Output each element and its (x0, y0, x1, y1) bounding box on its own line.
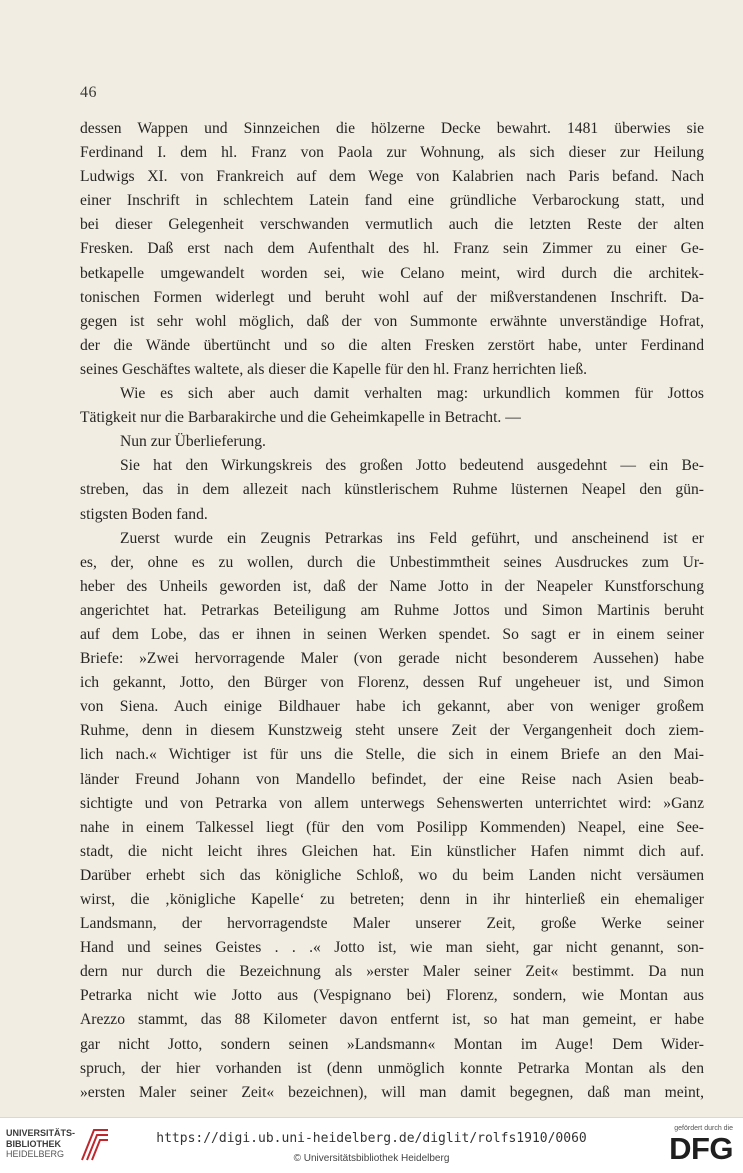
text-line: spruch, der hier vorhanden ist (denn unmöglich konnte Petrarka Montan als den (80, 1059, 704, 1077)
text-line: dern nur durch die Bezeichnung als »erster Maler seiner Zeit« bestimmt. Da nun (80, 963, 704, 981)
text-line: sichtigte und von Petrarka von allem unterwegs Sehenswerten unterrichtet wird: »Ganz (80, 794, 704, 812)
permalink-url[interactable]: https://digi.ub.uni-heidelberg.de/diglit/rolfs1910/0060 (156, 1131, 587, 1146)
text-line: der die Wände übertüncht und so die alten Fresken zerstört habe, unter Ferdinand (80, 336, 704, 354)
text-line: wirst, die ‚königliche Kapelle‘ zu betreten; denn in ihr hinterließ ein ehemaliger (80, 891, 704, 908)
text-line: gar nicht Jotto, sondern seinen »Landsmann« Montan im Auge! Dem Wider- (80, 1035, 704, 1053)
text-line: es, der, ohne es zu wollen, durch die Unbestimmtheit seines Ausdruckes zum Ur- (80, 553, 704, 571)
text-line: einer Inschrift in schlechtem Latein fand eine gründliche Verbarockung statt, und (80, 192, 704, 210)
viewer-footer (0, 1117, 743, 1173)
text-line: stadt, die nicht leicht ihres Gleichen hat. Ein künstlicher Hafen nimmt dich auf. (80, 842, 704, 860)
page-number: 46 (80, 84, 97, 101)
text-line: Hand und seines Geistes . . .« Jotto ist, wie man sieht, gar nicht genannt, son- (80, 939, 704, 957)
text-line: ich gekannt, Jotto, den Bürger von Florenz, dessen Ruf ungeheuer ist, und Simon (80, 674, 704, 692)
text-line: Nun zur Überlieferung. (120, 433, 266, 451)
text-line: stigsten Boden fand. (80, 505, 208, 523)
text-line: gegen ist sehr wohl möglich, daß der von Summonte erwähnte unverständige Hofrat, (80, 312, 704, 330)
text-line: Zuerst wurde ein Zeugnis Petrarkas ins Feld geführt, und anscheinend ist er (120, 529, 704, 547)
text-line: lich nach.« Wichtiger ist für uns die Stelle, die sich in einem Briefe an den Mai- (80, 746, 704, 764)
text-line: tonischen Formen widerlegt und beruht wohl auf der mißverstandenen Inschrift. Da- (80, 288, 704, 306)
text-line: Ruhme, denn in diesem Kunstzweig steht unsere Zeit der Vergangenheit doch ziem- (80, 722, 704, 740)
text-line: Ludwigs XI. von Frankreich auf dem Wege von Kalabrien nach Paris befand. Nach (80, 168, 704, 186)
text-line: bei dieser Gelegenheit verschwanden vermutlich auch die letzten Reste der alten (80, 216, 704, 234)
text-line: dessen Wappen und Sinnzeichen die hölzerne Decke bewahrt. 1481 überwies sie (80, 120, 704, 137)
text-line: »ersten Maler seiner Zeit« bezeichnen), will man damit begegnen, daß man meint, (80, 1083, 704, 1101)
library-name-line: HEIDELBERG (6, 1149, 65, 1159)
text-line: Arezzo stammt, das 88 Kilometer davon entfernt ist, so hat man gemeint, er habe (80, 1011, 704, 1029)
sponsor-caption: gefördert durch die (674, 1125, 733, 1132)
text-line: Ferdinand I. dem hl. Franz von Paola zur Wohnung, als sich dieser zur Heilung (80, 144, 704, 162)
dfg-sponsor[interactable] (653, 1124, 733, 1168)
text-line: Wie es sich aber auch damit verhalten mag: urkundlich kommen für Jottos (120, 385, 704, 403)
library-name-line: BIBLIOTHEK (6, 1138, 61, 1149)
copyright-notice: © Universitätsbibliothek Heidelberg (293, 1153, 450, 1164)
text-line: Sie hat den Wirkungskreis des großen Jotto bedeutend ausgedehnt — ein Be- (120, 457, 704, 475)
text-line: streben, das in dem allezeit nach künstlerischem Ruhme lüsternen Neapel den gün- (80, 481, 704, 499)
text-line: Briefe: »Zwei hervorragende Maler (von gerade nicht besonderem Aussehen) habe (80, 650, 704, 668)
text-line: Petrarka nicht wie Jotto aus (Vespignano bei) Florenz, sondern, wie Montan aus (80, 987, 704, 1005)
text-line: länder Freund Johann von Mandello befindet, der eine Reise nach Asien beab- (80, 770, 704, 788)
body-text (80, 117, 704, 1105)
text-line: heber des Unheils geworden ist, daß der Name Jotto in der Neapeler Kunstforschung (80, 577, 704, 595)
text-line: angerichtet hat. Petrarkas Beteiligung am Ruhme Jottos und Simon Martinis beruht (80, 601, 704, 619)
text-line: Fresken. Daß erst nach dem Aufenthalt des hl. Franz sein Zimmer zu einer Ge- (80, 240, 704, 258)
text-line: Landsmann, der hervorragendste Maler unserer Zeit, große Werke seiner (80, 915, 704, 933)
text-line: betkapelle umgewandelt worden sei, wie Celano meint, wird durch die architek- (80, 264, 704, 282)
text-line: seines Geschäftes waltete, als dieser die Kapelle für den hl. Franz herrichten ließ. (80, 360, 588, 378)
text-line: nahe in einem Talkessel liegt (für den vom Posilipp Kommenden) Neapel, eine See- (80, 818, 704, 836)
text-line: Darüber erhebt sich das königliche Schloß, wo du beim Landen nicht versäumen (80, 866, 704, 884)
text-line: auf dem Lobe, das er ihnen in seinen Werken spendet. So sagt er in einem seiner (80, 625, 704, 643)
text-line: von Siena. Auch einige Bildhauer habe ich gekannt, aber von weniger großem (80, 698, 704, 716)
library-name-line: UNIVERSITÄTS- (6, 1128, 76, 1138)
text-line: Tätigkeit nur die Barbarakirche und die Geheimkapelle in Betracht. — (80, 409, 521, 427)
dfg-logo: DFG (669, 1131, 733, 1166)
